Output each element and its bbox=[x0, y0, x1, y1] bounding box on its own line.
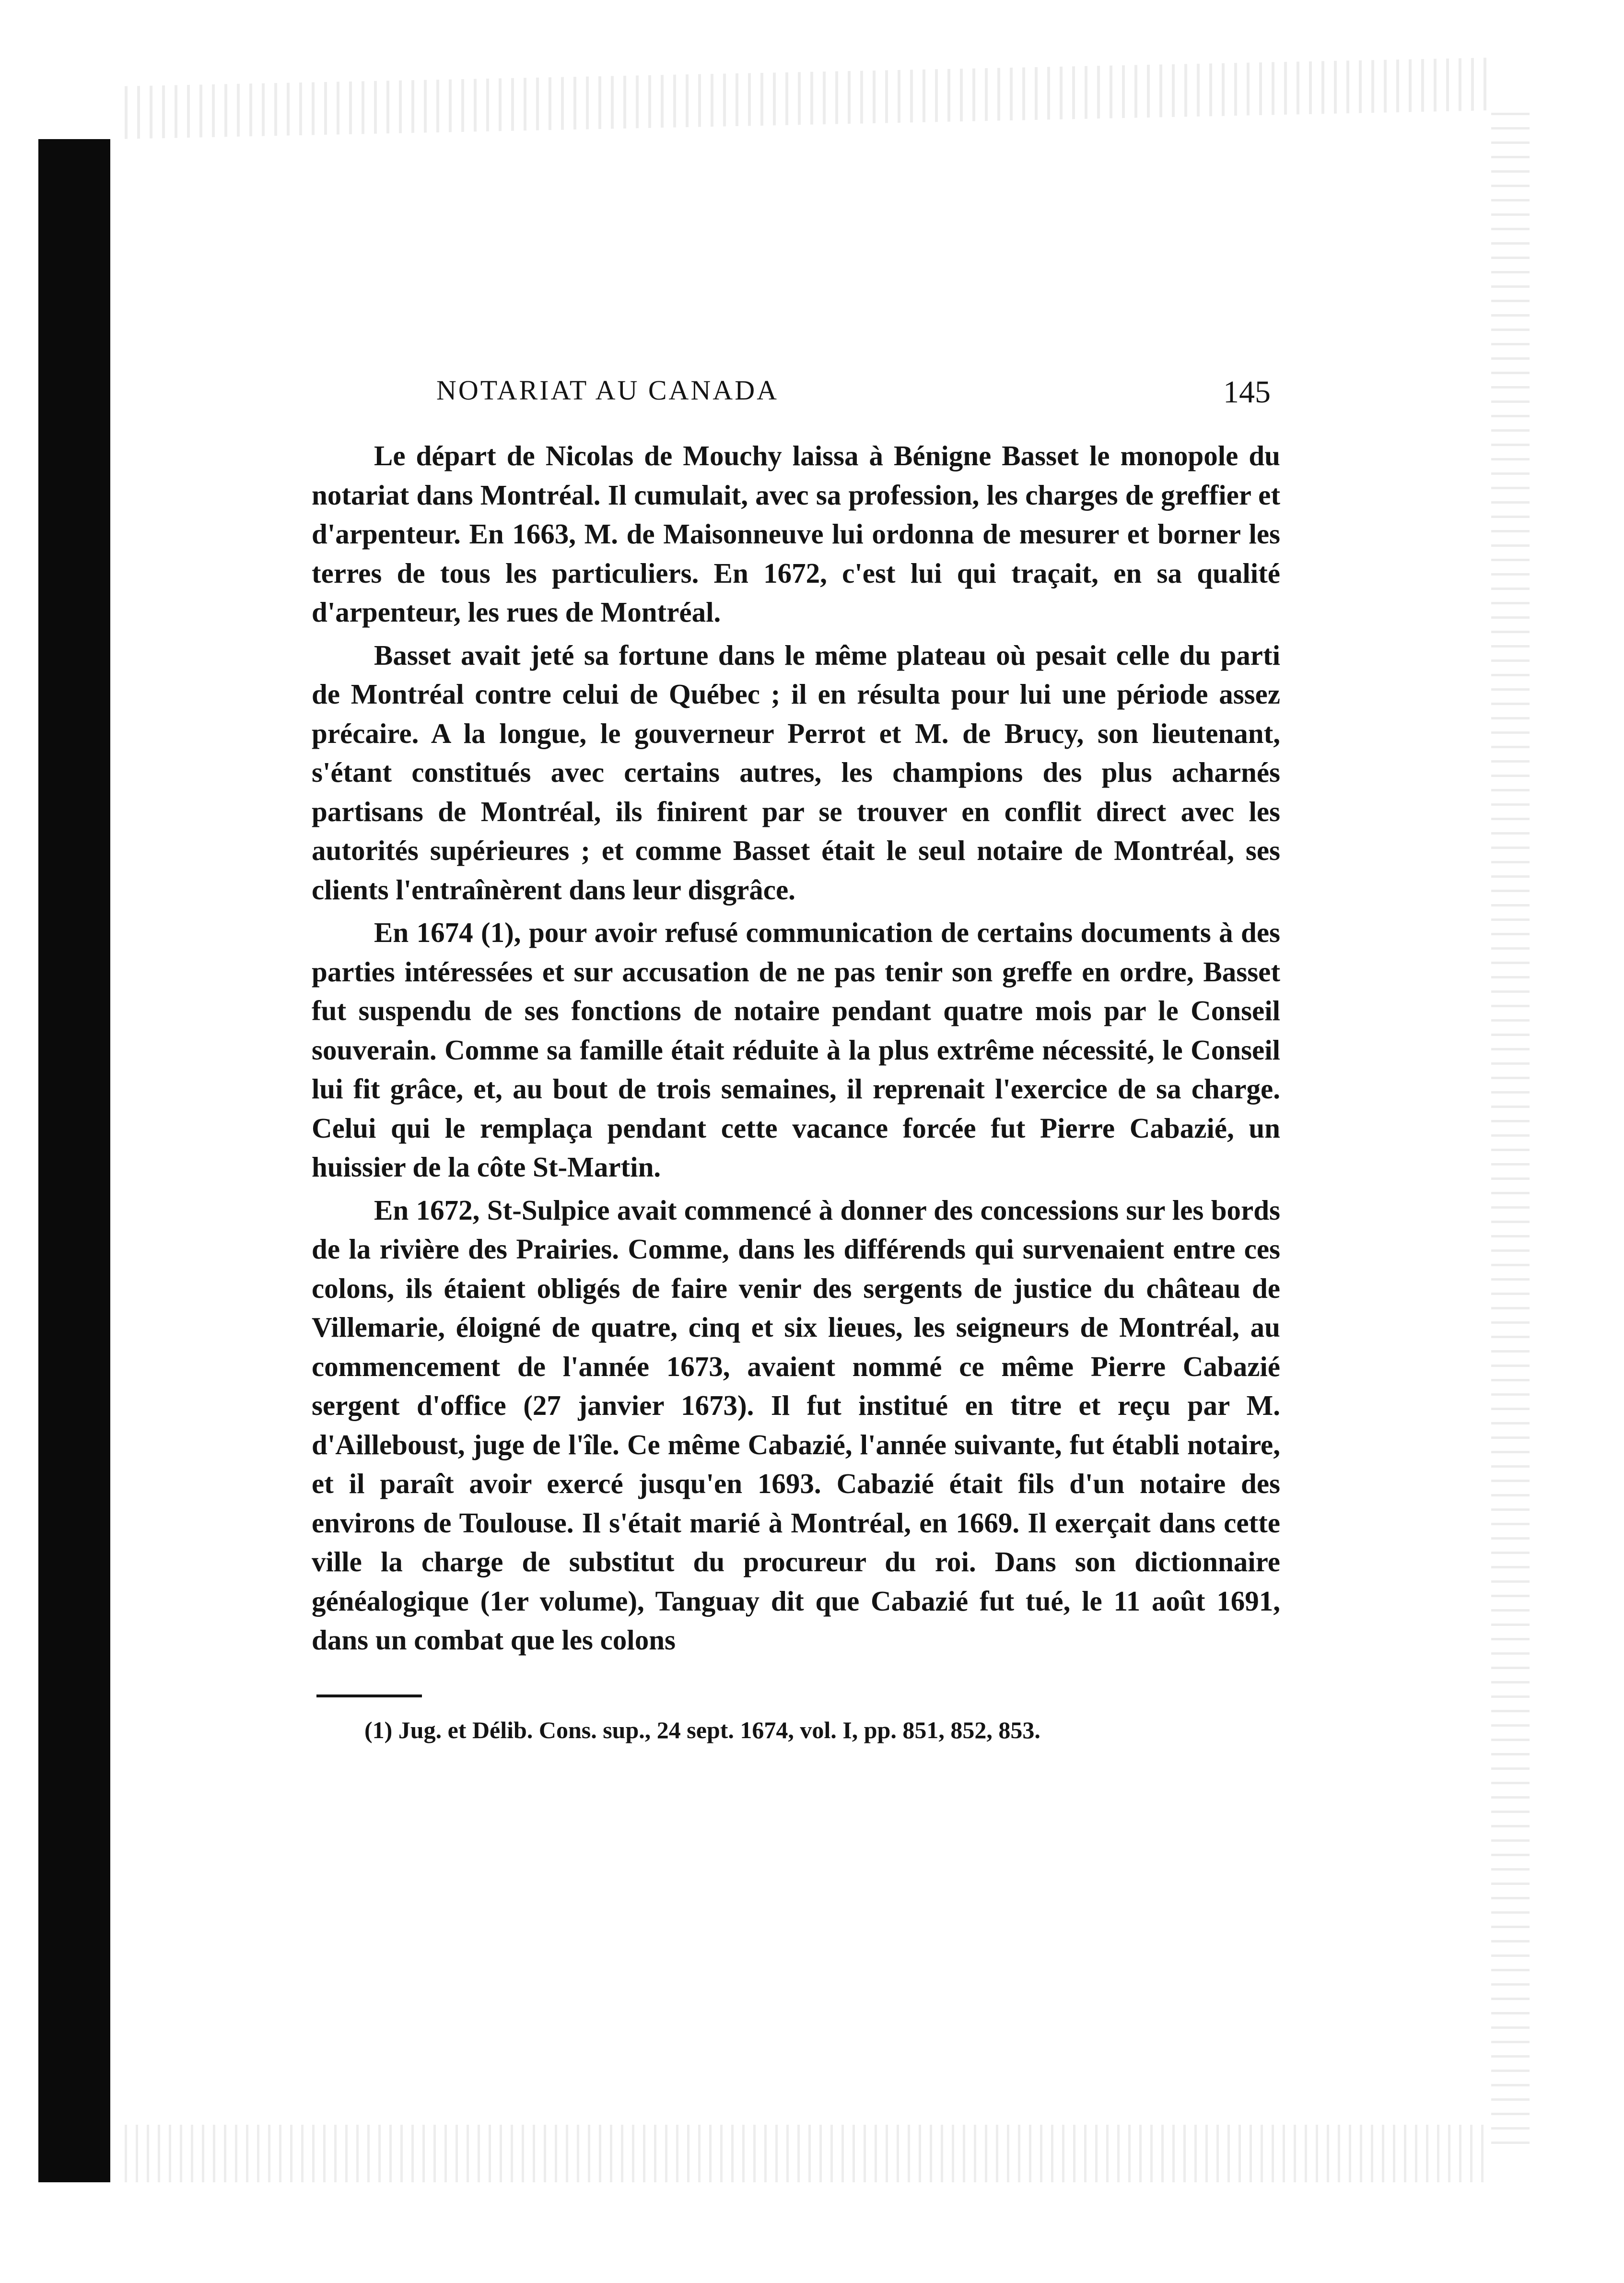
paragraph-1: Le départ de Nicolas de Mouchy laissa à Bénigne Basset le monopole du notariat dans Montréal. Il cumulait, avec sa profession, les charges de greffier et d'arpenteur. En 1663, M. de Maisonneuve lui ordonna de mesurer et borner les terres de tous les particuliers. En 1672, c'est lui qui traçait, en sa qualité d'arpenteur, les rues de Montréal. bbox=[312, 440, 1280, 628]
paragraph-2: Basset avait jeté sa fortune dans le même plateau où pesait celle du parti de Montréal contre celui de Québec ; il en résulta pour lui une période assez précaire. A la longue, le gouverneur Perrot et M. de Brucy, son lieutenant, s'étant constitués avec certains autres, les champions des plus acharnés partisans de Montréal, ils finirent par se trouver en conflit direct avec les autorités supérieures ; et comme Basset était le seul notaire de Montréal, ses clients l'entraînèrent dans leur disgrâce. bbox=[312, 639, 1280, 906]
running-title: NOTARIAT AU CANADA bbox=[436, 375, 779, 406]
scan-noise-top bbox=[125, 58, 1486, 139]
page-header bbox=[312, 365, 1280, 417]
scan-edge-shadow bbox=[38, 139, 110, 2182]
page-content bbox=[312, 436, 1280, 1660]
paragraph-4: En 1672, St-Sulpice avait commencé à donner des concessions sur les bords de la rivière des Prairies. Comme, dans les différends qui survenaient entre ces colons, ils étaient obligés de faire venir des sergents de justice du château de Villemarie, éloigné de quatre, cinq et six lieues, les seigneurs de Montréal, au commencement de l'année 1673, avaient nommé ce même Pierre Cabazié sergent d'office (27 janvier 1673). Il fut institué en titre et reçu par M. d'Ailleboust, juge de l'île. Ce même Cabazié, l'année suivante, fut établi notaire, et il paraît avoir exercé jusqu'en 1693. Cabazié était fils d'un notaire des environs de Toulouse. Il s'était marié à Montréal, en 1669. Il exerçait dans cette ville la charge de substitut du procureur du roi. Dans son dictionnaire généalogique (1er volume), Tanguay dit que Cabazié fut tué, le 11 août 1691, dans un combat que les colons bbox=[312, 1194, 1280, 1656]
page-number: 145 bbox=[1223, 375, 1271, 410]
scan-noise-right bbox=[1491, 106, 1530, 2144]
document-page bbox=[312, 365, 1280, 1744]
footnote-rule bbox=[316, 1695, 422, 1697]
paragraph-3: En 1674 (1), pour avoir refusé communication de certains documents à des parties intéressées et sur accusation de ne pas tenir son greffe en ordre, Basset fut suspendu de ses fonctions de notaire pendant quatre mois par le Conseil souverain. Comme sa famille était réduite à la plus extrême nécessité, le Conseil lui fit grâce, et, au bout de trois semaines, il reprenait l'exercice de sa charge. Celui qui le remplaça pendant cette vacance forcée fut Pierre Cabazié, un huissier de la côte St-Martin. bbox=[312, 917, 1280, 1183]
footnote: (1) Jug. et Délib. Cons. sup., 24 sept. 1674, vol. I, pp. 851, 852, 853. bbox=[364, 1716, 1040, 1743]
scan-noise-bottom bbox=[125, 2125, 1491, 2182]
